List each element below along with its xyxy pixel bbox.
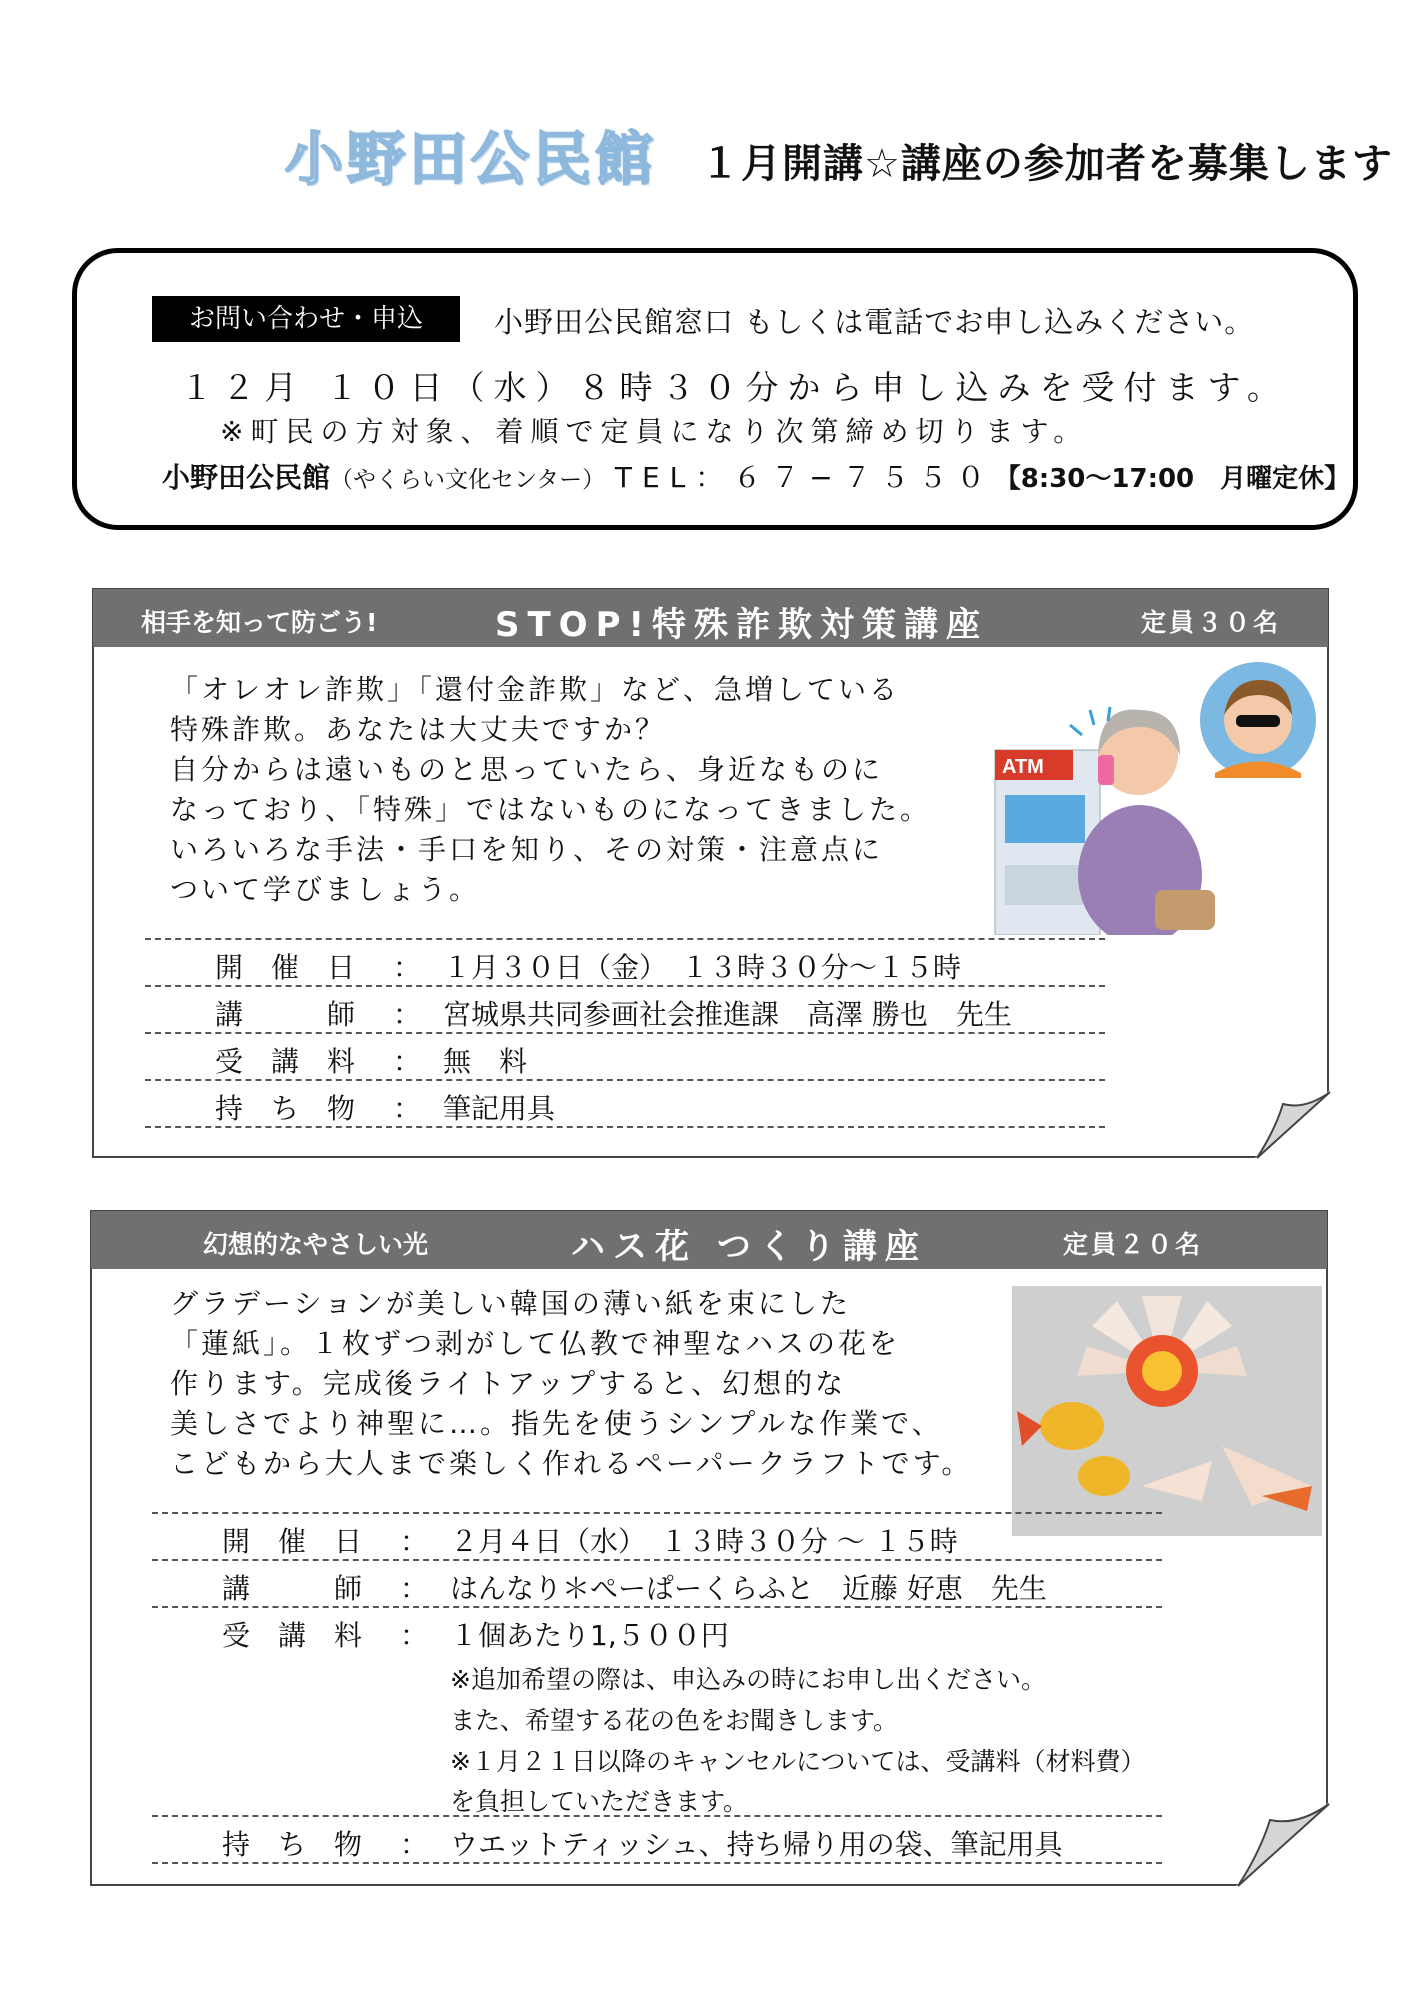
detail-value: ２月４日（水） １３時３０分 〜 １５時 (450, 1525, 958, 1558)
contact-label: お問い合わせ・申込 (152, 296, 460, 342)
description-line: 「蓮紙」。１枚ずつ剥がして仏教で神聖なハスの花を (170, 1327, 901, 1360)
detail-row-date (145, 940, 1105, 986)
detail-colon: ： (393, 998, 422, 1031)
lotus-flower-photo (1012, 1286, 1322, 1536)
detail-label: 開 催 日 (222, 1525, 363, 1558)
fee-note: を負担していただきます。 (450, 1787, 749, 1816)
page-title: １月開講☆講座の参加者を募集します (700, 141, 1393, 187)
detail-value: 無 料 (443, 1045, 528, 1078)
course-header-lotus (91, 1211, 1327, 1269)
atm-text: ATM (1002, 756, 1044, 778)
detail-label: 開 催 日 (215, 951, 356, 984)
detail-label: 講 師 (222, 1572, 363, 1605)
detail-colon: ： (393, 1092, 422, 1125)
course-description (170, 1284, 972, 1484)
eligibility-note: ※町民の方対象、着順で定員になり次第締め切ります。 (220, 415, 1089, 448)
detail-value: １月３０日（金） １３時３０分〜１５時 (443, 951, 962, 984)
description-line: いろいろな手法・手口を知り、その対策・注意点に (170, 833, 884, 866)
atm-phone-fraud-illustration (990, 655, 1320, 935)
venue-sub: （やくらい文化センター） (330, 467, 606, 493)
detail-row-fee (152, 1608, 1162, 1816)
fee-note: また、希望する花の色をお聞きします。 (450, 1706, 899, 1735)
alarm-mark (1070, 725, 1082, 735)
fish-body (1078, 1456, 1130, 1496)
venue-name: 小野田公民館 (162, 461, 331, 494)
detail-divider (152, 1862, 1162, 1864)
description-line: 作ります。完成後ライトアップすると、幻想的な (170, 1367, 847, 1400)
fee-note: ※１月２１日以降のキャンセルについては、受講料（材料費） (450, 1747, 1146, 1776)
detail-row-fee (145, 1034, 1105, 1080)
description-line: なっており、「特殊」ではないものになってきました。 (170, 793, 932, 826)
page-curl-decoration (1255, 1090, 1331, 1160)
course-description (170, 670, 931, 910)
course-title: STOP!特殊詐欺対策講座 (495, 605, 989, 645)
detail-row-items (152, 1817, 1162, 1863)
description-line: ついて学びましょう。 (170, 873, 481, 906)
course-capacity: 定員３０名 (1141, 608, 1282, 637)
detail-colon: ： (400, 1828, 429, 1861)
detail-label: 受 講 料 (222, 1619, 363, 1652)
alarm-mark (1108, 707, 1110, 721)
course-tagline: 幻想的なやさしい光 (203, 1230, 429, 1259)
detail-row-items (145, 1081, 1105, 1127)
detail-label: 講 師 (215, 998, 356, 1031)
detail-value: 筆記用具 (443, 1092, 556, 1125)
caller-sunglasses (1236, 715, 1280, 727)
fish-body (1040, 1402, 1104, 1450)
detail-row-date (152, 1514, 1162, 1560)
detail-colon: ： (393, 1045, 422, 1078)
description-line: 自分からは遠いものと思っていたら、身近なものに (170, 753, 884, 786)
course-title: ハス花 つくり講座 (571, 1227, 927, 1267)
contact-info-line (162, 456, 1350, 496)
detail-label: 持 ち 物 (215, 1092, 356, 1125)
contact-method: 小野田公民館窓口 もしくは電話でお申し込みください。 (494, 305, 1255, 339)
phone-number: TEL：６７−７５５０ (614, 461, 995, 494)
description-line: 特殊詐欺。あなたは大丈夫ですか？ (170, 713, 667, 746)
handbag (1155, 890, 1215, 930)
detail-colon: ： (400, 1619, 429, 1652)
detail-value: はんなり＊ぺーぱーくらふと 近藤 好恵 先生 (450, 1572, 1047, 1605)
course-tagline: 相手を知って防ごう! (141, 608, 378, 637)
course-header-fraud (93, 589, 1328, 647)
detail-divider (145, 1126, 1105, 1128)
detail-value: 宮城県共同参画社会推進課 高澤 勝也 先生 (443, 998, 1012, 1031)
lotus-light (1142, 1351, 1182, 1391)
description-line: 美しさでより神聖に…。指先を使うシンプルな作業で、 (170, 1407, 943, 1440)
course-capacity: 定員２０名 (1063, 1230, 1204, 1259)
page-curl-decoration (1236, 1802, 1330, 1888)
application-start-date: １２月 １０日（水）８時３０分から申し込みを受付ます。 (180, 368, 1289, 407)
pink-phone (1098, 755, 1114, 785)
detail-value: ウエットティッシュ、持ち帰り用の袋、筆記用具 (450, 1828, 1063, 1861)
detail-row-lecturer (152, 1561, 1162, 1607)
detail-colon: ： (400, 1525, 429, 1558)
detail-value: １個あたり1,５００円 (450, 1619, 729, 1652)
detail-colon: ： (400, 1572, 429, 1605)
detail-colon: ： (393, 951, 422, 984)
fee-note: ※追加希望の際は、申込みの時にお申し出ください。 (450, 1665, 1046, 1694)
org-logo-title: 小野田公民館 (285, 125, 658, 193)
description-line: こどもから大人まで楽しく作れるペーパークラフトです。 (170, 1447, 973, 1480)
description-line: 「オレオレ詐欺」「還付金詐欺」など、急増している (170, 673, 901, 706)
office-hours: 【8:30〜17:00 月曜定休】 (994, 464, 1351, 494)
detail-label: 受 講 料 (215, 1045, 356, 1078)
detail-label: 持 ち 物 (222, 1828, 363, 1861)
alarm-mark (1090, 710, 1094, 725)
atm-screen (1005, 795, 1085, 843)
detail-row-lecturer (145, 987, 1105, 1033)
description-line: グラデーションが美しい韓国の薄い紙を束にした (170, 1287, 851, 1320)
